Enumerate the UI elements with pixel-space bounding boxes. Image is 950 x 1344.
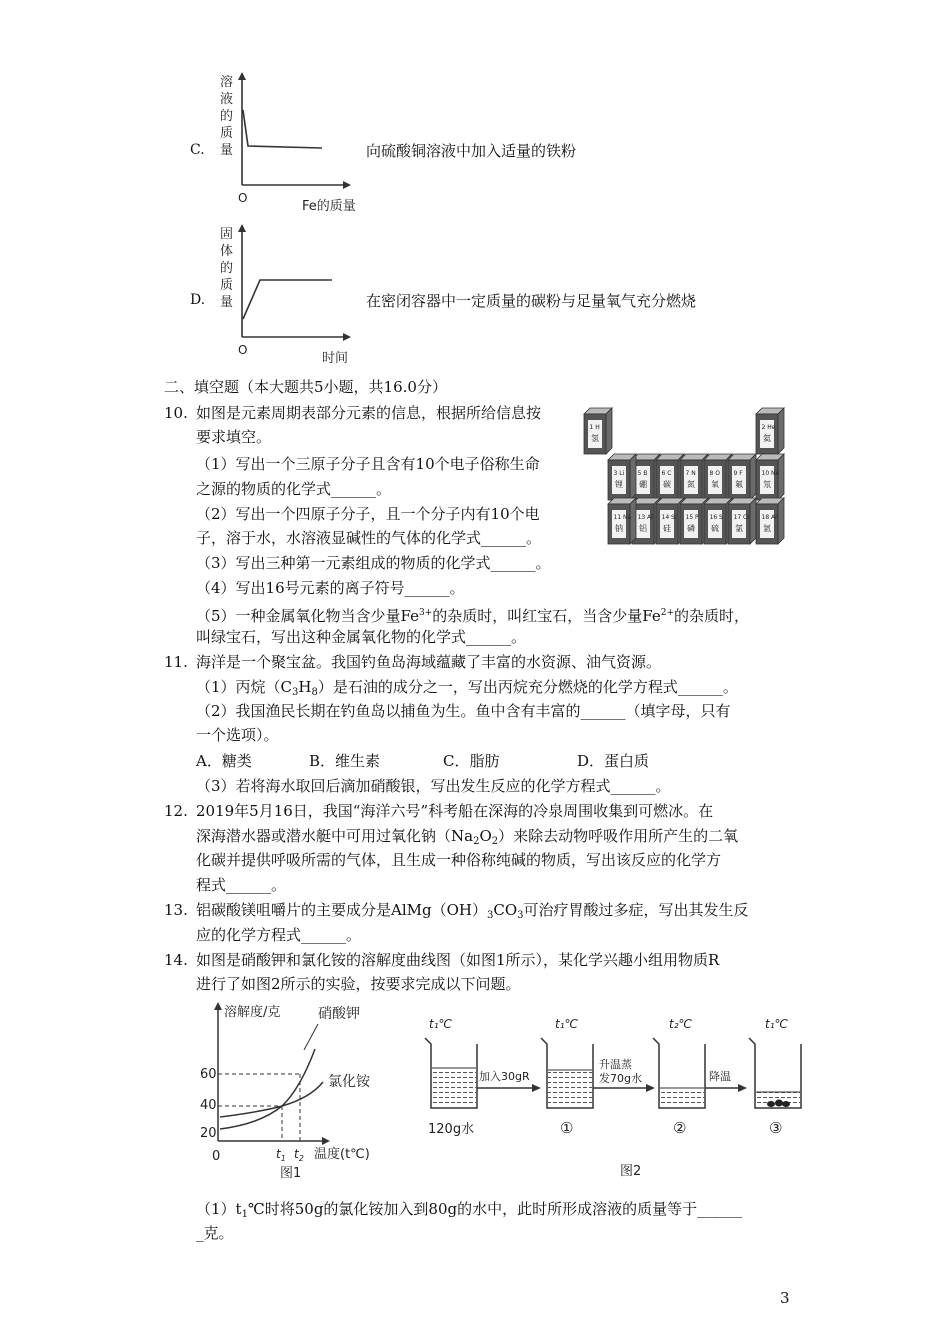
- svg-text:9 F: 9 F: [733, 470, 743, 477]
- fig2-arrow2-label-2: 发70g水: [599, 1072, 642, 1085]
- c-curve: [243, 110, 322, 148]
- d-origin: O: [238, 343, 248, 357]
- svg-text:锂: 锂: [615, 480, 623, 489]
- q10-p5-c: 的杂质时，: [674, 607, 750, 625]
- element-cell-Li: [608, 454, 636, 500]
- q12-l2-b: O: [479, 827, 492, 845]
- fig1-xlabel: 温度(t℃): [314, 1147, 370, 1162]
- q13-number: 13.: [164, 901, 188, 919]
- option-c-description: 向硫酸铜溶液中加入适量的铁粉: [366, 142, 577, 160]
- fig1-ytick-60: 60: [200, 1067, 217, 1082]
- beaker-2: [653, 1038, 705, 1108]
- q10-part5-line1: [196, 602, 749, 627]
- q10-part1-line2: 之源的物质的化学式______。: [196, 480, 392, 498]
- svg-text:氧: 氧: [711, 480, 719, 489]
- d-ylabel-3: 的: [220, 261, 234, 276]
- fig2-temp-4: t₁℃: [765, 1017, 788, 1031]
- option-c-letter: C.: [190, 142, 205, 158]
- option-d-graph: [210, 222, 370, 367]
- fig2-arrow2-head: [646, 1084, 655, 1092]
- q13-line2: 应的化学方程式______。: [196, 926, 362, 944]
- fig2-beaker1-label: ①: [560, 1119, 574, 1137]
- svg-text:硅: 硅: [663, 524, 671, 533]
- d-xlabel: 时间: [322, 351, 349, 366]
- fig1-caption: 图1: [280, 1166, 302, 1179]
- svg-text:8 O: 8 O: [709, 470, 720, 477]
- svg-text:硼: 硼: [639, 480, 647, 489]
- fig1-ytick-20: 20: [200, 1126, 217, 1141]
- q11-option-a: A．糖类: [196, 752, 252, 770]
- svg-text:10 Ne: 10 Ne: [761, 470, 780, 477]
- option-d-letter: D.: [190, 292, 206, 308]
- d-ylabel-4: 质: [220, 278, 234, 293]
- c-y-arrow: [238, 72, 246, 80]
- fig1-x-t2-sub: 2: [298, 1154, 304, 1163]
- periodic-table-figure: [580, 400, 790, 552]
- element-cell-He: [756, 408, 784, 454]
- q14-part1-line2: _克。: [196, 1224, 234, 1242]
- q11-part2-line1: （2）我国渔民长期在钓鱼岛以捕鱼为生。鱼中含有丰富的______（填字母，只有: [196, 702, 731, 720]
- svg-text:铝: 铝: [639, 524, 647, 533]
- fig2-caption: 图2: [620, 1164, 642, 1179]
- c-ylabel-3: 的: [220, 109, 234, 124]
- svg-text:氩: 氩: [763, 524, 771, 533]
- fig1-ylabel: 溶解度/克: [224, 1005, 281, 1020]
- figure-2-experiment: [415, 1000, 810, 1185]
- q14-number: 14.: [164, 951, 188, 969]
- q14-p1-s: 1: [241, 1209, 248, 1220]
- q14-part1-line1: [196, 1198, 742, 1226]
- q10-part5-line2: 叫绿宝石，写出这种金属氧化物的化学式______。: [196, 628, 527, 646]
- fig2-temp-3: t₂℃: [669, 1017, 692, 1031]
- page-number: 3: [780, 1289, 790, 1307]
- svg-text:7 N: 7 N: [685, 470, 696, 477]
- option-d-description: 在密闭容器中一定质量的碳粉与足量氧气充分燃烧: [366, 292, 697, 310]
- q10-p5-a: （5）一种金属氧化物当含少量Fe: [196, 607, 420, 625]
- q10-p5-sup1: 3+: [419, 608, 433, 618]
- fig2-beaker3-label: ③: [769, 1119, 783, 1137]
- fig1-curve-nh4cl: [220, 1082, 323, 1117]
- fig2-beaker0-label: 120g水: [428, 1122, 475, 1137]
- svg-text:氦: 氦: [763, 434, 771, 443]
- q11-p1-a: （1）丙烷（C: [196, 678, 293, 696]
- d-ylabel-5: 量: [220, 295, 234, 310]
- q12-l2-s2: 2: [491, 836, 499, 847]
- d-x-arrow: [343, 333, 351, 341]
- q11-stem: 海洋是一个聚宝盆。我国钓鱼岛海域蕴藏了丰富的水资源、油气资源。: [196, 653, 662, 671]
- svg-text:14 Si: 14 Si: [661, 514, 677, 521]
- fig1-origin: 0: [212, 1149, 221, 1164]
- fig2-arrow3-head: [738, 1084, 747, 1092]
- fig2-arrow2-label-1: 升温蒸: [599, 1058, 632, 1071]
- c-ylabel-4: 质: [220, 126, 234, 141]
- q12-number: 12.: [164, 802, 188, 820]
- svg-text:磷: 磷: [687, 524, 695, 533]
- q14-p1-a: （1）t: [196, 1200, 242, 1218]
- fig1-leader-kno3: [304, 1024, 318, 1050]
- svg-text:6 C: 6 C: [661, 470, 672, 477]
- c-x-arrow: [343, 181, 351, 189]
- svg-text:2 He: 2 He: [761, 424, 776, 431]
- beaker-0: [425, 1038, 477, 1108]
- fig1-x-t1-sub: 1: [280, 1154, 286, 1163]
- fig2-temp-1: t₁℃: [429, 1017, 452, 1031]
- q10-number: 10.: [164, 404, 188, 422]
- c-ylabel-5: 量: [220, 143, 234, 158]
- q10-part2-line2: 子，溶于水，水溶液显碱性的气体的化学式______。: [196, 529, 542, 547]
- q11-option-b: B．维生素: [309, 752, 381, 770]
- q12-line1: 2019年5月16日，我国“海洋六号”科考船在深海的冷泉周围收集到可燃冰。在: [196, 802, 714, 820]
- fig1-x-t2-main: t: [294, 1147, 299, 1161]
- q13-l1-c: 可治疗胃酸过多症，写出其发生反: [523, 901, 749, 919]
- q11-option-d: D．蛋白质: [577, 752, 650, 770]
- fig1-series-nh4cl: 氯化铵: [328, 1074, 370, 1090]
- fig2-arrow3-label: 降温: [709, 1070, 731, 1083]
- svg-text:13 Al: 13 Al: [637, 514, 653, 521]
- element-cell-Ar: [756, 498, 784, 544]
- section-title: 二、填空题（本大题共5小题，共16.0分）: [164, 378, 447, 396]
- svg-text:11 Na: 11 Na: [613, 514, 632, 521]
- element-cell-Cl: [728, 498, 756, 544]
- q10-stem-line2: 要求填空。: [196, 428, 272, 446]
- svg-text:氟: 氟: [735, 480, 743, 489]
- c-ylabel-2: 液: [220, 92, 234, 107]
- figure-1-solubility-chart: [190, 994, 390, 1179]
- q11-part2-line2: 一个选项）。: [196, 726, 279, 744]
- element-cell-H: [584, 408, 612, 454]
- beaker-1: [541, 1038, 593, 1108]
- svg-text:16 S: 16 S: [709, 514, 723, 521]
- fig2-beaker2-label: ②: [673, 1119, 687, 1137]
- q10-p5-b: 的杂质时，叫红宝石，当含少量Fe: [432, 607, 661, 625]
- q11-option-c: C．脂肪: [443, 752, 500, 770]
- q11-part3: （3）若将海水取回后滴加硝酸银，写出发生反应的化学方程式______。: [196, 777, 671, 795]
- q11-number: 11.: [164, 653, 188, 671]
- svg-text:钠: 钠: [615, 524, 623, 533]
- svg-text:硫: 硫: [711, 524, 719, 533]
- fig1-x-t2: [294, 1147, 304, 1163]
- q10-p5-sup2: 2+: [660, 608, 675, 618]
- svg-text:1 H: 1 H: [589, 424, 600, 431]
- svg-text:17 Cl: 17 Cl: [733, 514, 749, 521]
- q10-part2-line1: （2）写出一个四原子分子，且一个分子内有10个电: [196, 505, 540, 523]
- q11-p1-b: H: [298, 678, 312, 696]
- q13-l1-b: CO: [493, 901, 518, 919]
- svg-text:氢: 氢: [591, 434, 599, 443]
- fig1-x-t1: [276, 1147, 286, 1163]
- q13-l1-s1: 3: [486, 910, 494, 921]
- fig1-series-kno3: 硝酸钾: [318, 1006, 360, 1022]
- q14-line1: 如图是硝酸钾和氯化铵的溶解度曲线图（如图1所示），某化学兴趣小组用物质R: [196, 951, 720, 969]
- fig1-y-arrow: [214, 1002, 222, 1010]
- fig1-curve-kno3: [220, 1049, 315, 1129]
- d-curve: [243, 280, 332, 319]
- q11-p1-s2: 8: [311, 687, 318, 698]
- c-ylabel-1: 溶: [220, 75, 234, 90]
- element-cell-Ne: [756, 454, 784, 500]
- q11-p1-c: ）是石油的成分之一，写出丙烷充分燃烧的化学方程式______。: [317, 678, 738, 696]
- d-ylabel-1: 固: [220, 227, 234, 242]
- svg-text:氖: 氖: [763, 480, 771, 489]
- q12-l2-a: 深海潜水器或潜水艇中可用过氧化钠（Na: [196, 827, 474, 845]
- fig1-x-t1-main: t: [276, 1147, 281, 1161]
- q13-l1-s2: 3: [517, 910, 524, 921]
- q13-line1: [196, 899, 749, 927]
- element-cell-F: [728, 454, 756, 500]
- q14-line2: 进行了如图2所示的实验，按要求完成以下问题。: [196, 975, 521, 993]
- d-y-arrow: [238, 224, 246, 232]
- c-origin: O: [238, 191, 248, 205]
- fig2-arrow1-label: 加入30gR: [479, 1070, 530, 1083]
- q12-line4: 程式______。: [196, 876, 287, 894]
- q10-stem-line1: 如图是元素周期表部分元素的信息，根据所给信息按: [196, 404, 542, 422]
- c-xlabel: Fe的质量: [302, 199, 356, 214]
- q12-l2-c: ）来除去动物呼吸作用所产生的二氧: [498, 827, 739, 845]
- svg-text:氮: 氮: [687, 480, 695, 489]
- fig2-temp-2: t₁℃: [555, 1017, 578, 1031]
- fig1-x-arrow: [322, 1137, 330, 1145]
- svg-text:5 B: 5 B: [637, 470, 648, 477]
- element-cell-Na: [608, 498, 636, 544]
- q14-p1-b: ℃时将50g的氯化铵加入到80g的水中，此时所形成溶液的质量等于______: [247, 1200, 743, 1218]
- q12-l2-s1: 2: [473, 836, 480, 847]
- q11-p1-s1: 3: [292, 687, 299, 698]
- option-c-graph: [210, 70, 370, 215]
- beaker-3: [749, 1038, 801, 1108]
- svg-text:15 P: 15 P: [685, 514, 699, 521]
- svg-text:18 Ar: 18 Ar: [761, 514, 778, 521]
- svg-text:氯: 氯: [735, 524, 743, 533]
- d-ylabel-2: 体: [220, 244, 234, 259]
- q10-part1-line1: （1）写出一个三原子分子且含有10个电子俗称生命: [196, 455, 540, 473]
- q10-part4: （4）写出16号元素的离子符号______。: [196, 579, 465, 597]
- q10-part3: （3）写出三种第一元素组成的物质的化学式______。: [196, 554, 551, 572]
- q12-line3: 化碳并提供呼吸所需的气体，且生成一种俗称纯碱的物质，写出该反应的化学方: [196, 851, 722, 869]
- svg-text:3 Li: 3 Li: [613, 470, 625, 477]
- fig2-arrow1-head: [532, 1084, 541, 1092]
- fig1-ytick-40: 40: [200, 1098, 217, 1113]
- svg-text:碳: 碳: [663, 480, 671, 489]
- q13-l1-a: 铝碳酸镁咀嚼片的主要成分是AlMg（OH）: [196, 901, 487, 919]
